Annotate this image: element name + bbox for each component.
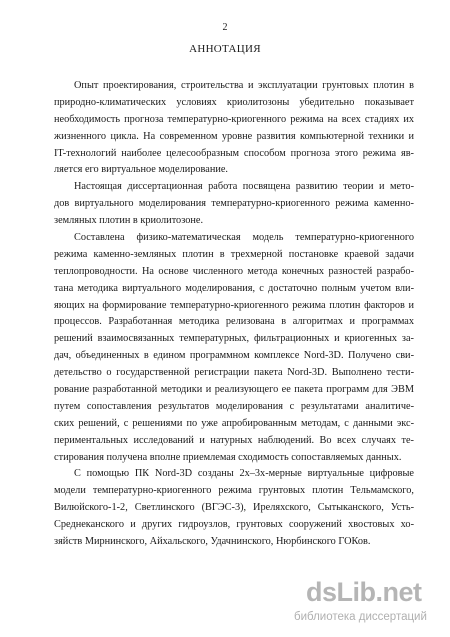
text-line: рование разработанной методики и реализующего ее пакета программ для ЭВМ [54,384,414,396]
text-line: ских решений, с решениями по уже апробированным методам, с данными экс- [54,417,414,429]
text-line: Вилюйского-1-2, Светлинского (ВГЭС-3), Иреляхского, Сытыканского, Усть- [54,502,414,514]
text-line: Среднеканского и других гидроузлов, грунтовых сооружений хвостовых хо- [54,519,414,531]
text-line: модели температурно-криогенного режима грунтовых плотин Тельмамского, [54,485,414,497]
document-heading: АННОТАЦИЯ [189,43,261,55]
text-line: дач, объединенных в едином программном комплексе Nord-3D. Получено сви- [54,350,414,362]
text-line: решений взаимосвязанных температурных, фильтрационных и криогенных за- [54,333,414,345]
text-line: процессов. Разработанная методика релизована в алгоритмах и программах [54,316,414,328]
annotation-body [54,78,414,551]
text-line: Опыт проектирования, строительства и эксплуатации грунтовых плотин в [74,80,414,91]
text-line: зяйств Мирнинского, Айхальского, Удачнинского, Нюрбинского ГОКов. [54,536,371,548]
text-line: земляных плотин в криолитозоне. [54,215,204,227]
text-line: стирования получена вполне приемлемая сходимость сопоставляемых данных. [54,451,402,463]
watermark [292,577,442,629]
text-line: яющих на формирование температурно-криогенного режима плотин факторов и [54,299,414,311]
text-line: периментальных исследований и натурных наблюдений. Во всех случаях те- [54,434,414,446]
watermark-logo: dsLib.net [306,577,422,607]
text-line: Настоящая диссертационная работа посвящена развитию теории и мето- [74,181,414,193]
text-line: С помощью ПК Nord-3D созданы 2х–3х-мерные виртуальные цифровые [74,468,414,480]
text-line: детельство о государственной регистрации пакета Nord-3D. Выполнено тести- [54,367,414,379]
text-line: дов виртуального моделирования температурно-криогенного режима каменно- [54,198,414,210]
text-line: природно-климатических условиях криолитозоны убедительно показывает [54,96,414,108]
text-line: теплопроводности. На основе численного метода конечных разностей разрабо- [54,265,414,277]
text-line: жизненного цикла. На современном уровне развития компьютерной техники и [54,130,414,142]
text-line: режима каменно-земляных плотин в трехмерной постановке краевой задачи [54,248,414,260]
text-line: необходимость прогноза температурно-криогенного режима на всех стадиях их [54,113,414,125]
text-line: ляется его виртуальное моделирование. [54,164,228,176]
text-line: тана методика виртуального моделирования, с достаточно полным учетом вли- [54,282,414,294]
page-number: 2 [222,22,228,33]
text-line: IT-технологий наиболее целесообразным способом прогноза этого режима яв- [54,147,414,159]
text-line: Составлена физико-математическая модель температурно-криогенного [74,232,414,244]
watermark-subtitle: библиотека диссертаций [294,611,427,623]
text-line: путем сопоставления результатов моделирования с результатами аналитиче- [54,400,414,412]
